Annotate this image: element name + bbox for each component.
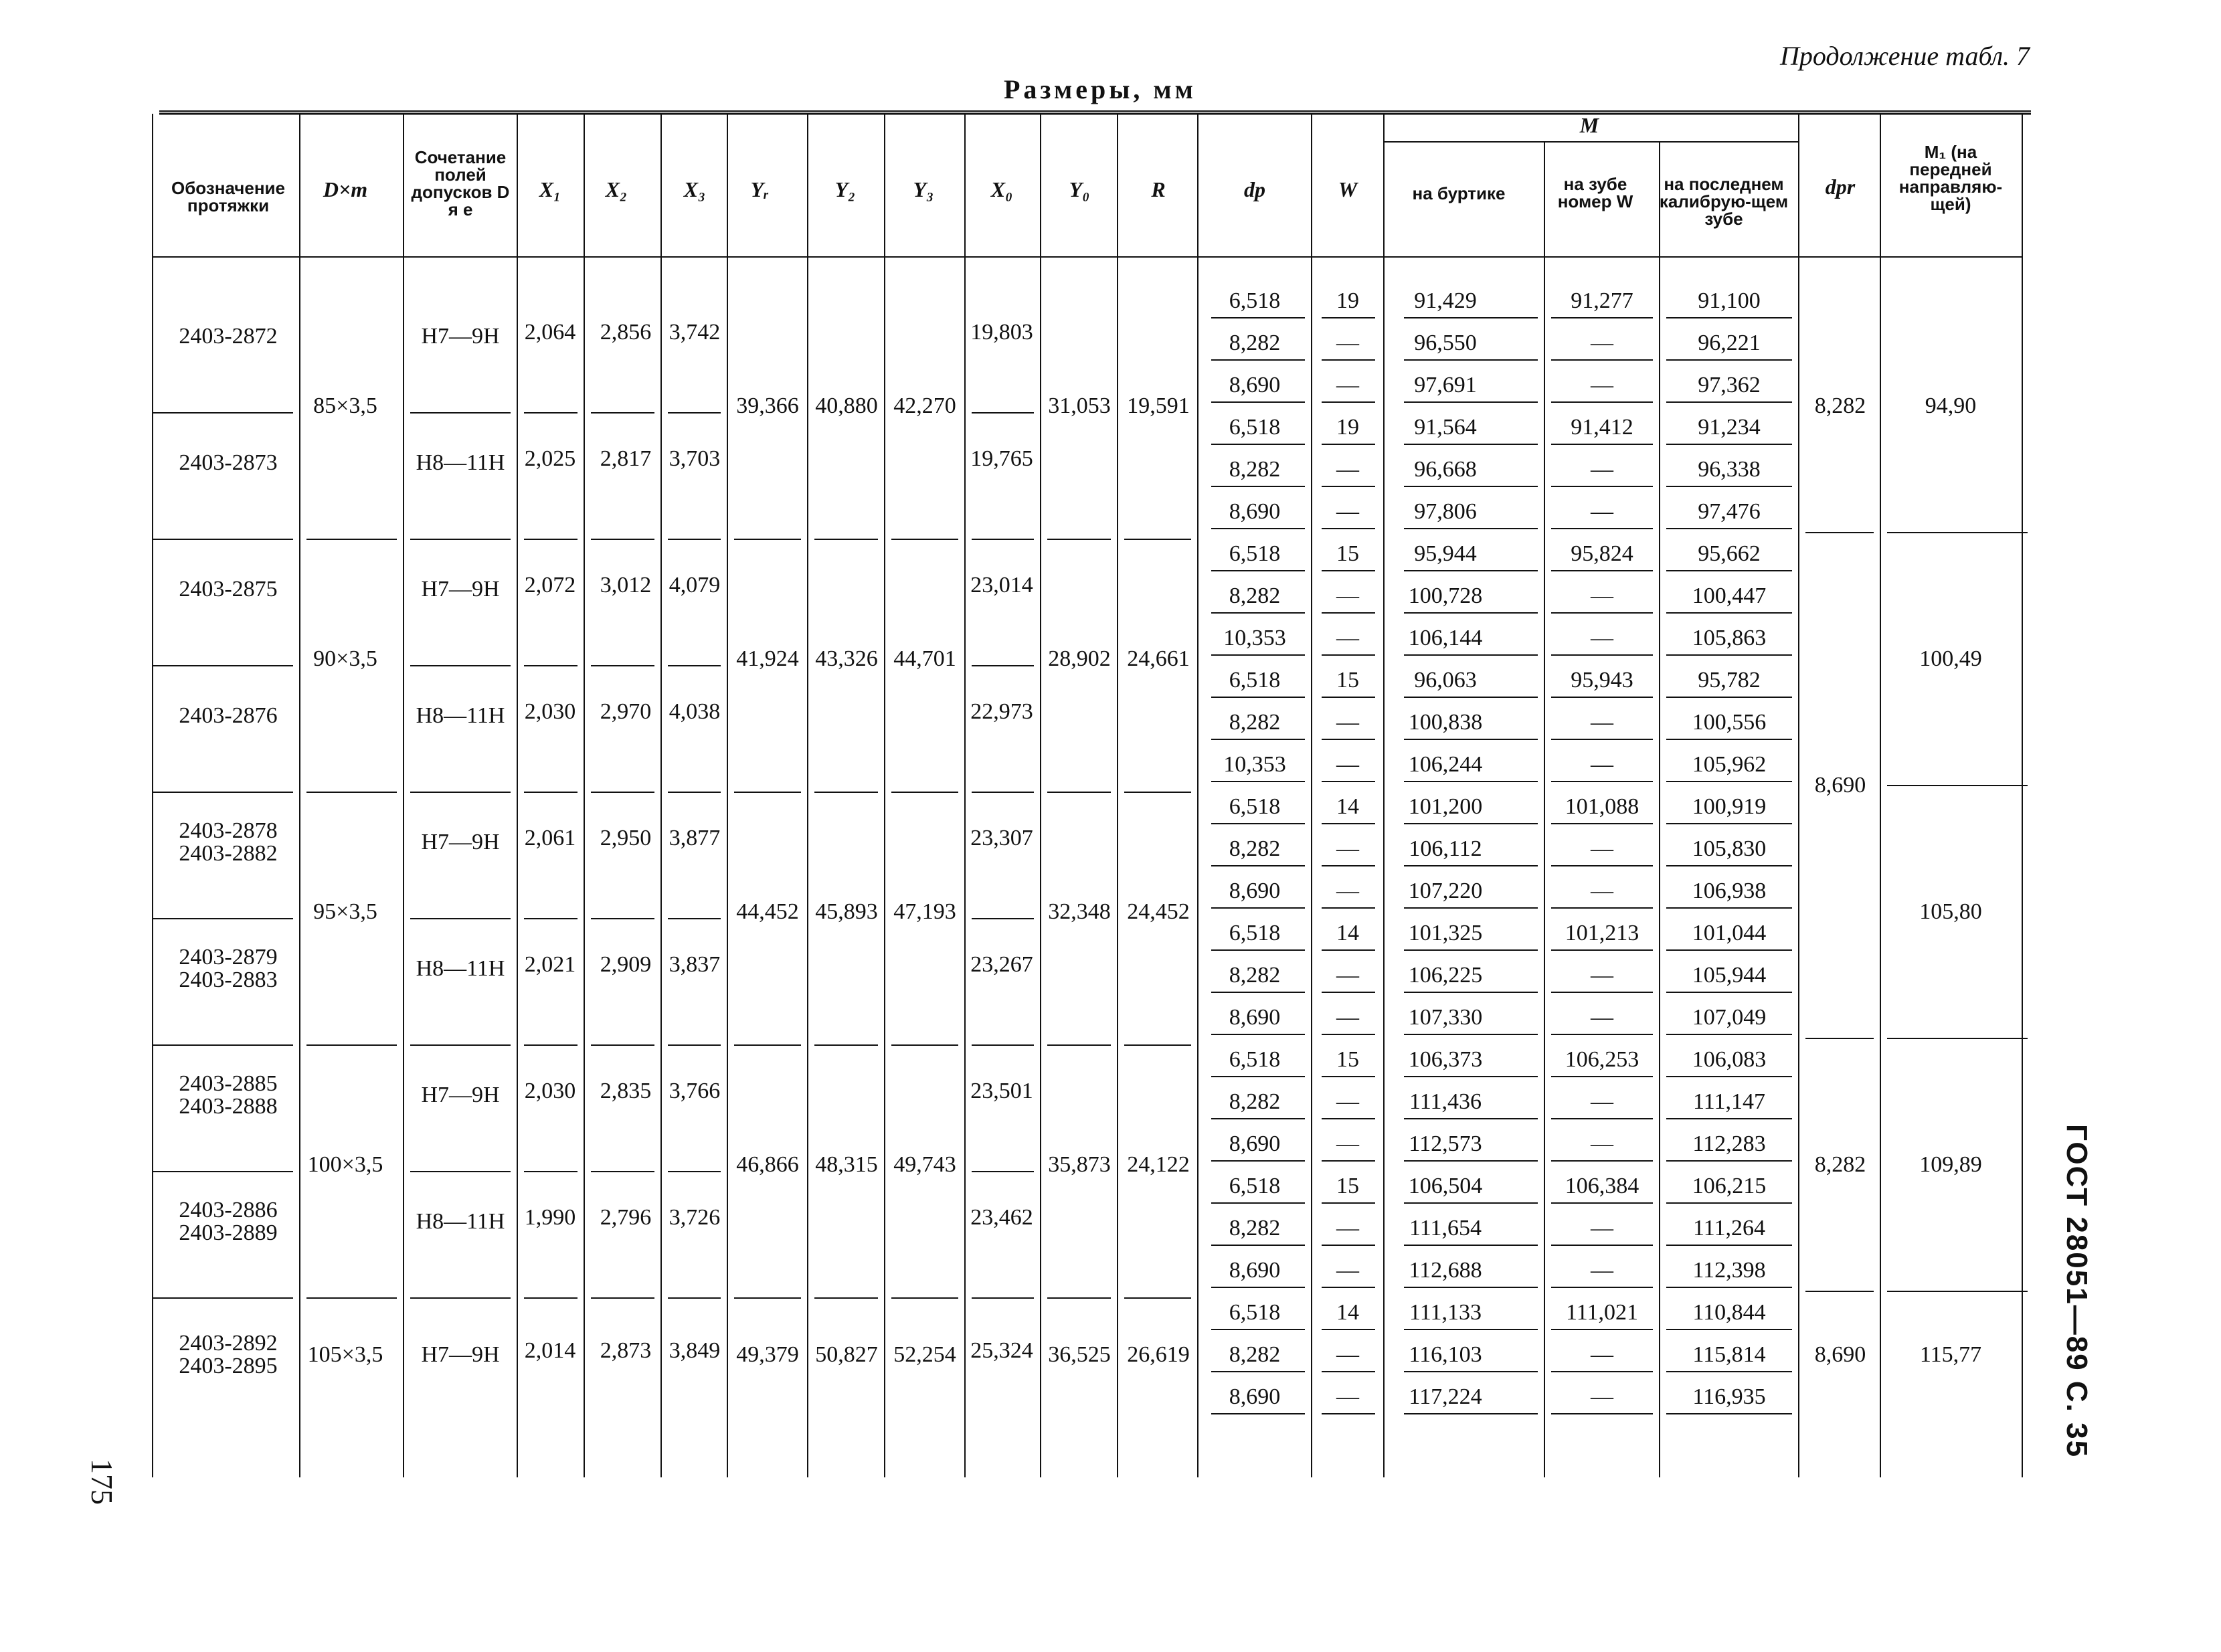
dp-cell: 10,353: [1223, 752, 1286, 777]
w-cell: 15: [1336, 1174, 1359, 1198]
m-last-cell: 112,398: [1692, 1258, 1766, 1283]
m-last-cell: 95,782: [1698, 668, 1761, 693]
tolerance-cell: H8—11H: [416, 955, 505, 981]
m-collar-cell: 106,144: [1408, 626, 1483, 650]
m-last-cell: 97,362: [1698, 373, 1761, 397]
m-tooth-cell: —: [1591, 752, 1613, 777]
m-last-cell: 115,814: [1692, 1342, 1766, 1367]
y0-cell: 32,348: [1048, 899, 1111, 924]
m-tooth-cell: 91,412: [1571, 415, 1633, 440]
continuation-caption: Продолжение табл. 7: [1780, 41, 2030, 71]
x3-cell: 3,766: [669, 1078, 721, 1103]
m-last-cell: 96,221: [1698, 331, 1761, 355]
header-y2: Y₂: [834, 177, 856, 201]
dxm-cell: 105×3,5: [307, 1342, 383, 1367]
m-tooth-cell: —: [1591, 1005, 1613, 1030]
dp-cell: 6,518: [1229, 668, 1281, 693]
header-y0: Y₀: [1069, 177, 1090, 201]
w-cell: 19: [1336, 288, 1359, 313]
m-last-cell: 100,919: [1692, 794, 1767, 819]
m-tooth-cell: —: [1591, 836, 1613, 861]
dxm-cell: 95×3,5: [313, 899, 377, 924]
w-cell: 19: [1336, 415, 1359, 440]
m-collar-cell: 111,436: [1409, 1089, 1482, 1114]
m-last-cell: 105,944: [1692, 963, 1767, 988]
x2-cell: 2,817: [600, 446, 652, 471]
w-cell: 15: [1336, 668, 1359, 693]
m-tooth-cell: —: [1591, 879, 1613, 903]
header-m-tooth: на зубе номер W: [1557, 174, 1633, 211]
x1-cell: 2,025: [524, 446, 576, 471]
w-cell: —: [1336, 752, 1359, 777]
x3-cell: 3,703: [669, 446, 721, 471]
designation-cell: 2403-2876: [179, 703, 278, 728]
m-tooth-cell: —: [1591, 1384, 1613, 1409]
m-tooth-cell: 101,213: [1565, 921, 1639, 945]
x1-cell: 2,030: [524, 699, 576, 724]
r-cell: 24,452: [1127, 899, 1190, 924]
w-cell: —: [1336, 1089, 1359, 1114]
w-cell: —: [1336, 1342, 1359, 1367]
x0-cell: 19,765: [970, 446, 1033, 471]
dp-cell: 8,282: [1229, 1216, 1281, 1241]
y0-cell: 28,902: [1048, 646, 1111, 671]
tolerance-cell: H8—11H: [416, 1208, 505, 1234]
designation-cell: 2403-2878 2403-2882: [179, 818, 278, 866]
x3-cell: 3,742: [669, 319, 721, 345]
m-last-cell: 107,049: [1692, 1005, 1767, 1030]
x0-cell: 19,803: [970, 319, 1033, 345]
dp-cell: 8,282: [1229, 583, 1281, 608]
designation-cell: 2403-2886 2403-2889: [179, 1197, 278, 1245]
m-last-cell: 105,863: [1692, 626, 1767, 650]
m-last-cell: 110,844: [1692, 1300, 1766, 1325]
m-last-cell: 105,830: [1692, 836, 1767, 861]
designation-cell: 2403-2892 2403-2895: [179, 1330, 278, 1378]
w-cell: —: [1336, 331, 1359, 355]
y2-cell: 50,827: [815, 1342, 878, 1367]
x2-cell: 2,970: [600, 699, 652, 724]
m-last-cell: 95,662: [1698, 541, 1761, 566]
x3-cell: 4,038: [669, 699, 721, 724]
y0-cell: 36,525: [1048, 1342, 1111, 1367]
m-tooth-cell: 95,824: [1571, 541, 1633, 566]
x2-cell: 3,012: [600, 572, 652, 598]
dp-cell: 8,282: [1229, 836, 1281, 861]
m-collar-cell: 101,200: [1408, 794, 1483, 819]
dpr-cell: 8,690: [1814, 773, 1866, 798]
w-cell: —: [1336, 1131, 1359, 1156]
yr-cell: 46,866: [736, 1152, 799, 1177]
dp-cell: 8,690: [1229, 1384, 1281, 1409]
x1-cell: 2,021: [524, 951, 576, 977]
m-last-cell: 106,938: [1692, 879, 1767, 903]
y3-cell: 44,701: [893, 646, 956, 671]
m-tooth-cell: —: [1591, 583, 1613, 608]
m-last-cell: 97,476: [1698, 499, 1761, 524]
tolerance-cell: H7—9H: [421, 323, 500, 349]
w-cell: —: [1336, 626, 1359, 650]
tolerance-cell: H7—9H: [421, 1342, 500, 1367]
dp-cell: 8,282: [1229, 1342, 1281, 1367]
m-collar-cell: 111,133: [1409, 1300, 1482, 1325]
w-cell: —: [1336, 879, 1359, 903]
m-collar-cell: 95,944: [1414, 541, 1477, 566]
dp-cell: 6,518: [1229, 541, 1281, 566]
dxm-cell: 90×3,5: [313, 646, 377, 671]
dp-cell: 6,518: [1229, 1047, 1281, 1072]
m-collar-cell: 107,220: [1408, 879, 1483, 903]
m-tooth-cell: 91,277: [1571, 288, 1633, 313]
x2-cell: 2,909: [600, 951, 652, 977]
page-number: 175: [85, 1459, 119, 1505]
x0-cell: 22,973: [970, 699, 1033, 724]
m-tooth-cell: —: [1591, 1131, 1613, 1156]
header-yr: Yᵣ: [750, 177, 769, 201]
y3-cell: 49,743: [893, 1152, 956, 1177]
m-tooth-cell: 95,943: [1571, 668, 1633, 693]
y2-cell: 40,880: [815, 393, 878, 418]
r-cell: 26,619: [1127, 1342, 1190, 1367]
yr-cell: 44,452: [736, 899, 799, 924]
header-dp: dр: [1244, 177, 1265, 201]
m-tooth-cell: 106,253: [1565, 1047, 1639, 1072]
y0-cell: 31,053: [1048, 393, 1111, 418]
m-tooth-cell: —: [1591, 457, 1613, 482]
tolerance-cell: H8—11H: [416, 450, 505, 475]
header-dpr: dрr: [1825, 175, 1856, 199]
header-tolerance: Сочетание полей допусков D я e: [411, 147, 510, 219]
m-collar-cell: 116,103: [1409, 1342, 1482, 1367]
dpr-cell: 8,690: [1814, 1342, 1866, 1367]
m-collar-cell: 107,330: [1408, 1005, 1483, 1030]
y3-cell: 52,254: [893, 1342, 956, 1367]
m-tooth-cell: —: [1591, 1089, 1613, 1114]
r-cell: 19,591: [1127, 393, 1190, 418]
m-collar-cell: 91,564: [1414, 415, 1477, 440]
header-x1: X₁: [539, 177, 561, 201]
header-m-collar: на буртике: [1412, 183, 1506, 203]
m-tooth-cell: —: [1591, 1216, 1613, 1241]
m-collar-cell: 111,654: [1409, 1216, 1482, 1241]
y2-cell: 43,326: [815, 646, 878, 671]
x1-cell: 2,014: [524, 1338, 576, 1363]
m-tooth-cell: —: [1591, 626, 1613, 650]
dxm-cell: 85×3,5: [313, 393, 377, 418]
x0-cell: 23,462: [970, 1204, 1033, 1230]
x1-cell: 2,064: [524, 319, 576, 345]
dp-cell: 8,690: [1229, 879, 1281, 903]
tolerance-cell: H7—9H: [421, 1082, 500, 1107]
m-tooth-cell: —: [1591, 499, 1613, 524]
y3-cell: 47,193: [893, 899, 956, 924]
m-collar-cell: 112,573: [1409, 1131, 1482, 1156]
x0-cell: 25,324: [970, 1338, 1033, 1363]
header-designation: Обозначение протяжки: [171, 178, 285, 215]
m1-cell: 94,90: [1925, 393, 1977, 418]
w-cell: —: [1336, 710, 1359, 735]
m-tooth-cell: —: [1591, 1258, 1613, 1283]
x3-cell: 3,877: [669, 825, 721, 850]
m-last-cell: 91,100: [1698, 288, 1761, 313]
m1-cell: 109,89: [1919, 1152, 1982, 1177]
yr-cell: 41,924: [736, 646, 799, 671]
m-collar-cell: 96,063: [1414, 668, 1477, 693]
dpr-cell: 8,282: [1814, 1152, 1866, 1177]
m-tooth-cell: —: [1591, 331, 1613, 355]
m-tooth-cell: 101,088: [1565, 794, 1639, 819]
x0-cell: 23,014: [970, 572, 1033, 598]
dp-cell: 8,690: [1229, 499, 1281, 524]
w-cell: 14: [1336, 1300, 1359, 1325]
m-collar-cell: 117,224: [1409, 1384, 1482, 1409]
header-m-last: на последнем калибрую-щем зубе: [1659, 174, 1789, 229]
m-collar-cell: 97,691: [1414, 373, 1477, 397]
m-collar-cell: 100,728: [1408, 583, 1483, 608]
m-collar-cell: 106,373: [1408, 1047, 1483, 1072]
m-last-cell: 96,338: [1698, 457, 1761, 482]
y0-cell: 35,873: [1048, 1152, 1111, 1177]
w-cell: —: [1336, 836, 1359, 861]
header-m-group: M: [1579, 113, 1599, 137]
x1-cell: 1,990: [524, 1204, 576, 1230]
tolerance-cell: H7—9H: [421, 829, 500, 854]
w-cell: 15: [1336, 541, 1359, 566]
x3-cell: 3,849: [669, 1338, 721, 1363]
x2-cell: 2,835: [600, 1078, 652, 1103]
yr-cell: 49,379: [736, 1342, 799, 1367]
dp-cell: 6,518: [1229, 794, 1281, 819]
x3-cell: 3,726: [669, 1204, 721, 1230]
dxm-cell: 100×3,5: [307, 1152, 383, 1177]
w-cell: 15: [1336, 1047, 1359, 1072]
m-collar-cell: 96,668: [1414, 457, 1477, 482]
m-collar-cell: 106,504: [1408, 1174, 1483, 1198]
x2-cell: 2,873: [600, 1338, 652, 1363]
dp-cell: 8,690: [1229, 1005, 1281, 1030]
tolerance-cell: H7—9H: [421, 576, 500, 602]
dp-cell: 8,282: [1229, 1089, 1281, 1114]
m-tooth-cell: —: [1591, 963, 1613, 988]
m-tooth-cell: —: [1591, 710, 1613, 735]
y3-cell: 42,270: [893, 393, 956, 418]
header-m1: M₁ (на передней направляю-щей): [1898, 142, 2003, 214]
header-w: W: [1338, 177, 1358, 201]
m-last-cell: 100,447: [1692, 583, 1767, 608]
w-cell: —: [1336, 1005, 1359, 1030]
w-cell: —: [1336, 963, 1359, 988]
x3-cell: 4,079: [669, 572, 721, 598]
x0-cell: 23,501: [970, 1078, 1033, 1103]
dp-cell: 6,518: [1229, 415, 1281, 440]
designation-cell: 2403-2873: [179, 450, 278, 475]
w-cell: —: [1336, 373, 1359, 397]
designation-cell: 2403-2879 2403-2883: [179, 944, 278, 992]
w-cell: 14: [1336, 794, 1359, 819]
x1-cell: 2,072: [524, 572, 576, 598]
dp-cell: 8,282: [1229, 331, 1281, 355]
w-cell: —: [1336, 1216, 1359, 1241]
dp-cell: 6,518: [1229, 1300, 1281, 1325]
y2-cell: 45,893: [815, 899, 878, 924]
m-tooth-cell: 106,384: [1565, 1174, 1639, 1198]
m-last-cell: 111,264: [1693, 1216, 1765, 1241]
header-dxm: D×m: [323, 177, 368, 201]
m-collar-cell: 97,806: [1414, 499, 1477, 524]
x1-cell: 2,061: [524, 825, 576, 850]
m-last-cell: 106,083: [1692, 1047, 1767, 1072]
m-last-cell: 100,556: [1692, 710, 1767, 735]
m-collar-cell: 100,838: [1408, 710, 1483, 735]
x2-cell: 2,796: [600, 1204, 652, 1230]
m1-cell: 100,49: [1919, 646, 1982, 671]
y2-cell: 48,315: [815, 1152, 878, 1177]
header-y3: Y₃: [913, 177, 934, 201]
yr-cell: 39,366: [736, 393, 799, 418]
x2-cell: 2,856: [600, 319, 652, 345]
dp-cell: 8,282: [1229, 710, 1281, 735]
dp-cell: 8,282: [1229, 457, 1281, 482]
m-collar-cell: 91,429: [1414, 288, 1477, 313]
m1-cell: 105,80: [1919, 899, 1982, 924]
designation-cell: 2403-2885 2403-2888: [179, 1071, 278, 1119]
dp-cell: 6,518: [1229, 1174, 1281, 1198]
m-last-cell: 116,935: [1692, 1384, 1766, 1409]
header-x0: X₀: [990, 177, 1013, 201]
dp-cell: 8,690: [1229, 1131, 1281, 1156]
m-last-cell: 91,234: [1698, 415, 1761, 440]
m-collar-cell: 101,325: [1408, 921, 1483, 945]
m-collar-cell: 106,225: [1408, 963, 1483, 988]
w-cell: —: [1336, 1384, 1359, 1409]
header-x3: X₃: [683, 177, 706, 201]
dpr-cell: 8,282: [1814, 393, 1866, 418]
dp-cell: 8,690: [1229, 1258, 1281, 1283]
m-tooth-cell: 111,021: [1566, 1300, 1638, 1325]
m-collar-cell: 96,550: [1414, 331, 1477, 355]
m-tooth-cell: —: [1591, 373, 1613, 397]
w-cell: —: [1336, 1258, 1359, 1283]
dp-cell: 6,518: [1229, 921, 1281, 945]
dp-cell: 10,353: [1223, 626, 1286, 650]
dp-cell: 8,690: [1229, 373, 1281, 397]
dp-cell: 8,282: [1229, 963, 1281, 988]
designation-cell: 2403-2875: [179, 576, 278, 602]
designation-cell: 2403-2872: [179, 323, 278, 349]
x1-cell: 2,030: [524, 1078, 576, 1103]
units-caption: Размеры, мм: [1004, 74, 1196, 104]
standard-side-label: ГОСТ 28051—89 С. 35: [2060, 1124, 2093, 1459]
m-collar-cell: 106,244: [1408, 752, 1483, 777]
m-last-cell: 105,962: [1692, 752, 1767, 777]
x3-cell: 3,837: [669, 951, 721, 977]
w-cell: —: [1336, 583, 1359, 608]
m-last-cell: 101,044: [1692, 921, 1767, 945]
w-cell: —: [1336, 457, 1359, 482]
m1-cell: 115,77: [1919, 1342, 1982, 1367]
m-tooth-cell: —: [1591, 1342, 1613, 1367]
dp-cell: 6,518: [1229, 288, 1281, 313]
m-last-cell: 112,283: [1692, 1131, 1766, 1156]
r-cell: 24,661: [1127, 646, 1190, 671]
header-x2: X₂: [605, 177, 628, 201]
m-collar-cell: 106,112: [1409, 836, 1482, 861]
x0-cell: 23,307: [970, 825, 1033, 850]
w-cell: 14: [1336, 921, 1359, 945]
m-last-cell: 106,215: [1692, 1174, 1767, 1198]
header-r: R: [1151, 177, 1166, 201]
m-collar-cell: 112,688: [1409, 1258, 1482, 1283]
m-last-cell: 111,147: [1693, 1089, 1765, 1114]
tolerance-cell: H8—11H: [416, 703, 505, 728]
x0-cell: 23,267: [970, 951, 1033, 977]
x2-cell: 2,950: [600, 825, 652, 850]
r-cell: 24,122: [1127, 1152, 1190, 1177]
w-cell: —: [1336, 499, 1359, 524]
